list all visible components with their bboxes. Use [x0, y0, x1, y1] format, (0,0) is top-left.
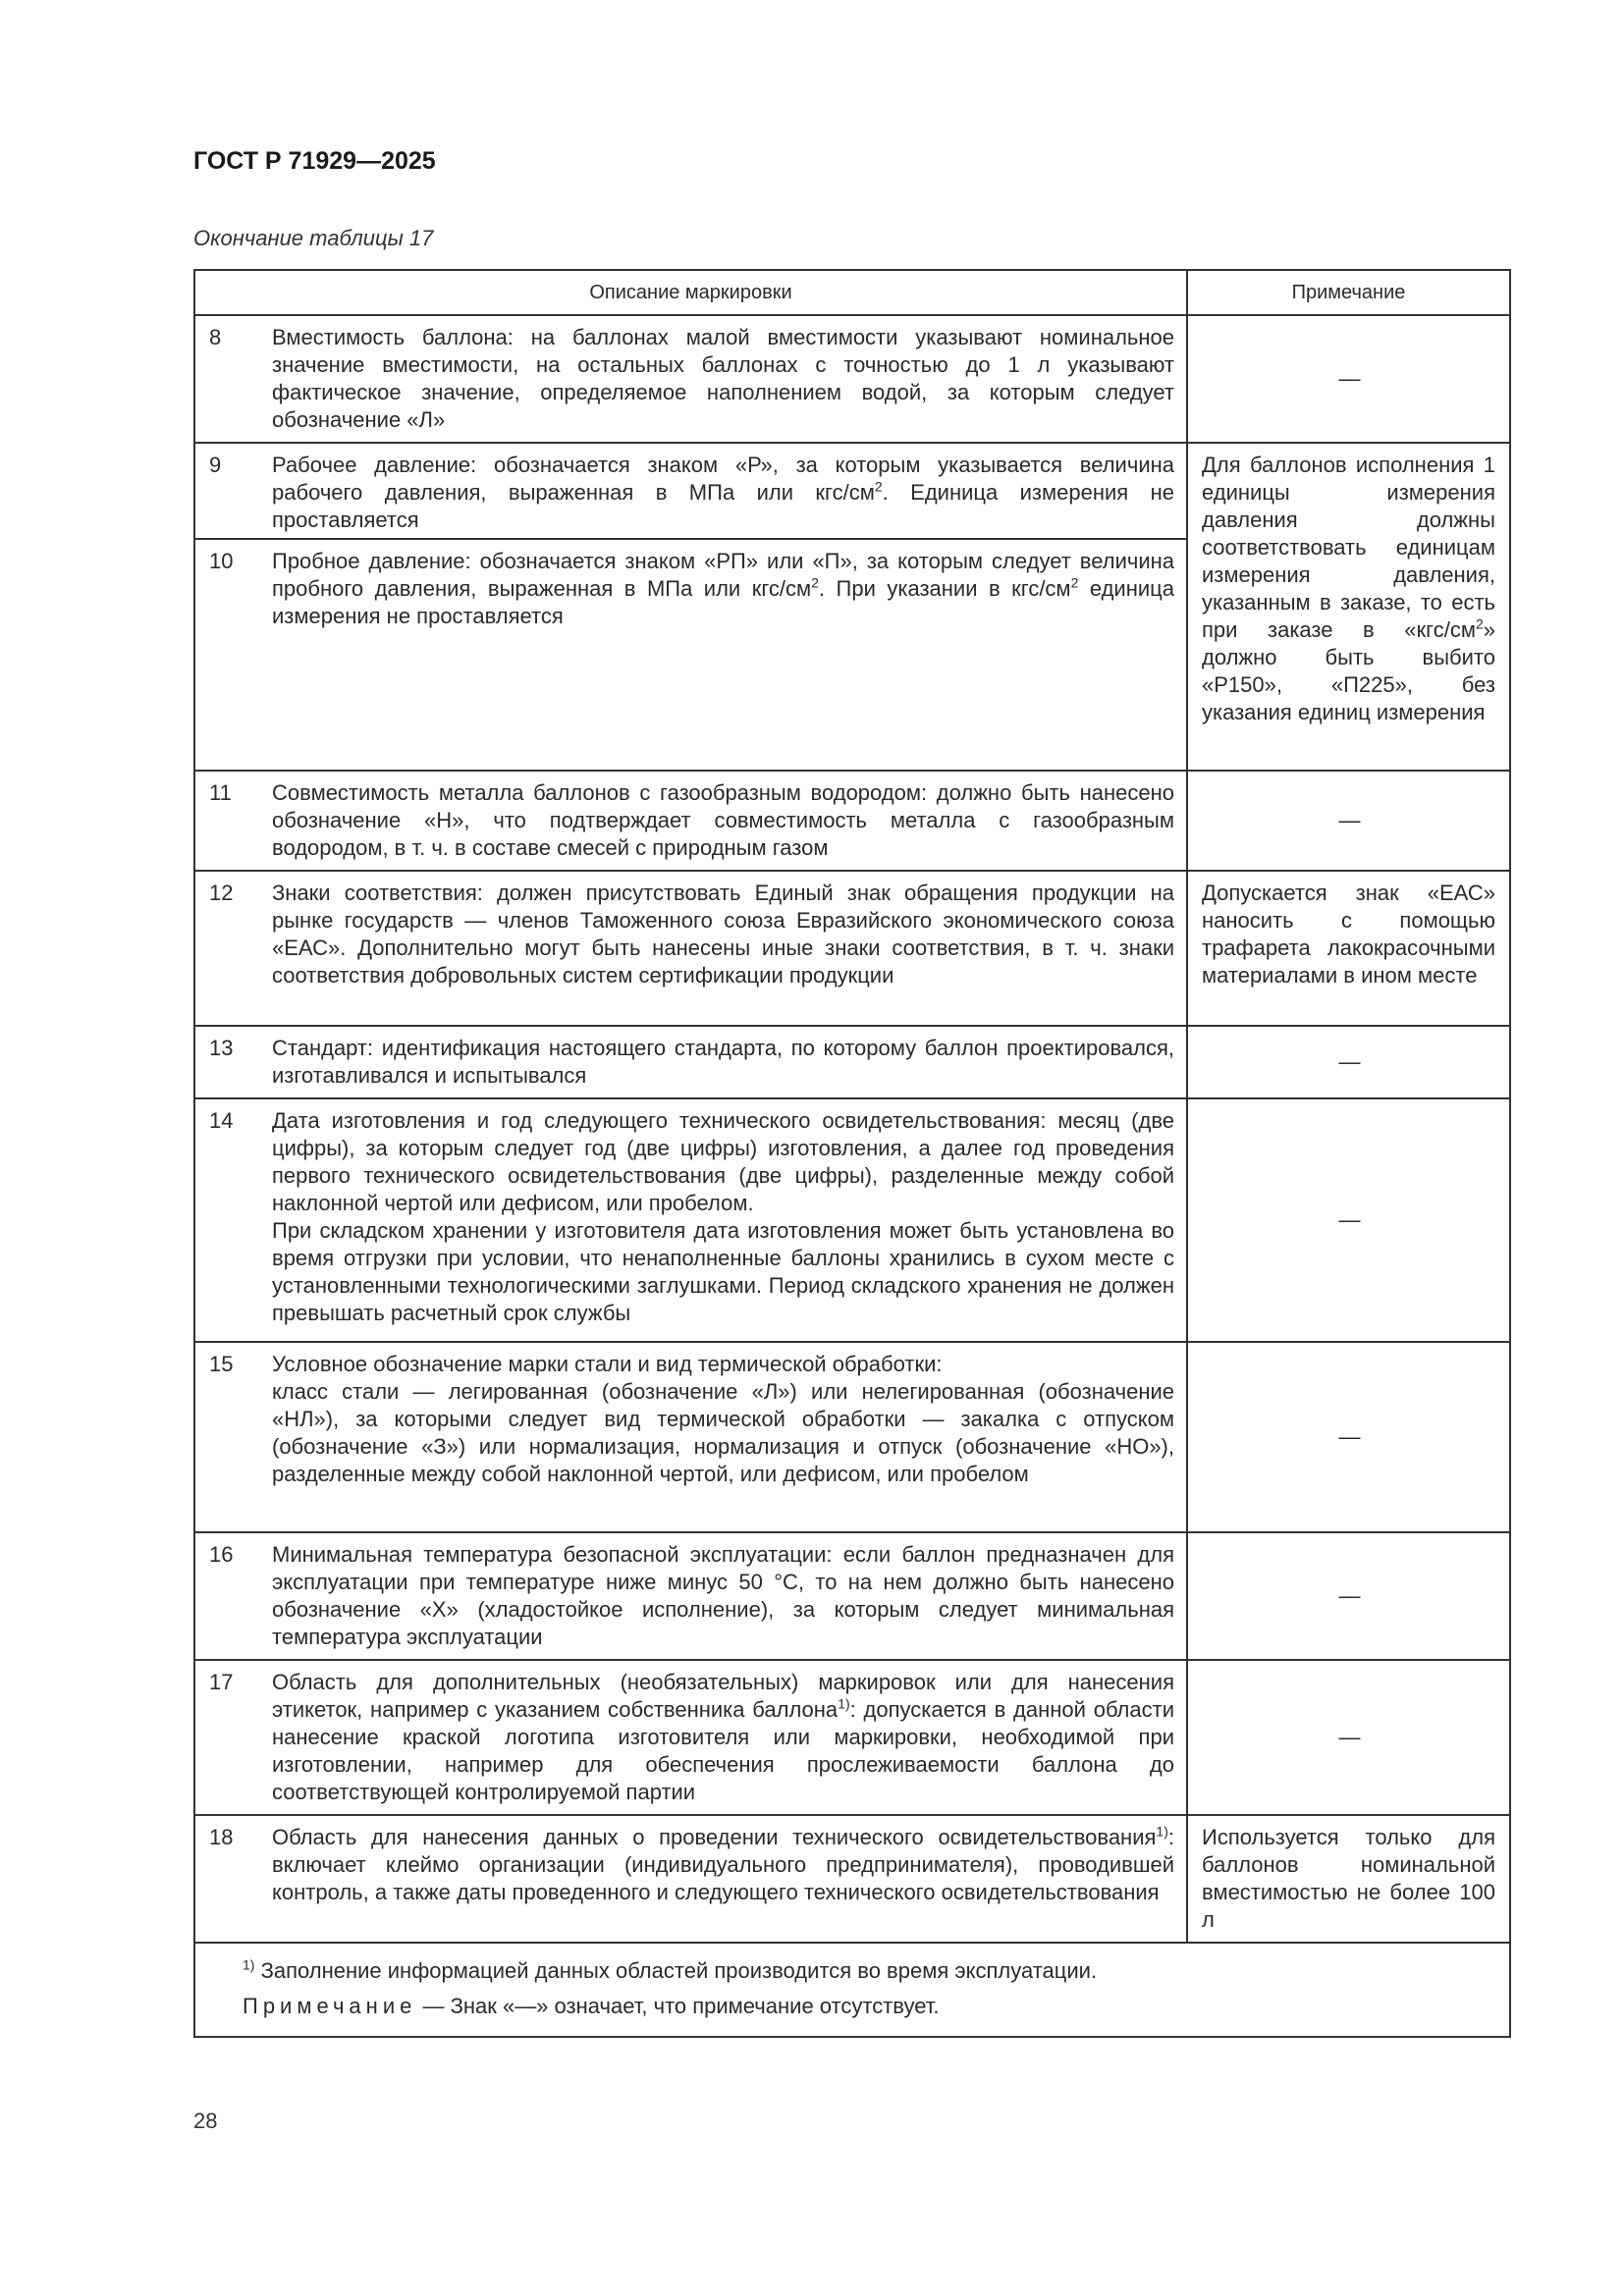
row-description: Совместимость металла баллонов с газообразным водородом: должно быть нанесено обозначение «Н», что подтверждает совместимость металла с газообразным водородом, в т. ч. в составе смесей с природным газом — [272, 780, 1174, 860]
table-footer-row — [194, 1943, 1510, 2037]
table-row — [194, 1098, 1510, 1342]
row-number: 15 — [209, 1352, 234, 1376]
table-row — [194, 1815, 1510, 1943]
row-number: 13 — [209, 1036, 234, 1060]
row-description: Минимальная температура безопасной эксплуатации: если баллон предназначен для эксплуатации при температуре ниже минус 50 °С, то на нем должно быть нанесено обозначение «Х» (хладостойкое исполнение), за которым следует минимальная температура эксплуатации — [272, 1542, 1174, 1649]
table-header-row — [194, 270, 1510, 315]
row-note: Используется только для баллонов номинальной вместимостью не более 100 л — [1187, 1815, 1510, 1943]
row-description: Условное обозначение марки стали и вид термической обработки: класс стали — легированная (обозначение «Л») или нелегированная (обозначение «НЛ»), за которыми следует вид термической обработки — закалка с отпуском (обозначение «З») или нормализация, нормализация и отпуск (обозначение «НО»), разделенные между собой наклонной чертой, или дефисом, или пробелом — [272, 1352, 1174, 1486]
row-note: — — [1187, 1026, 1510, 1098]
row-description: Стандарт: идентификация настоящего стандарта, по которому баллон проектировался, изготавливался и испытывался — [272, 1036, 1174, 1088]
table-row — [194, 771, 1510, 871]
table-row — [194, 1026, 1510, 1098]
row-note: — — [1187, 1660, 1510, 1815]
page-number: 28 — [193, 2109, 218, 2133]
row-note: — — [1187, 1098, 1510, 1342]
row-number: 11 — [209, 780, 232, 805]
row-note: — — [1187, 1342, 1510, 1532]
table-row — [194, 315, 1510, 443]
row-description: Рабочее давление: обозначается знаком «Р», за которым указывается величина рабочего давления, выраженная в МПа или кгс/$см^2$. Единица измерения не проставляется — [272, 453, 1174, 532]
footnote: $^{1)}$ Заполнение информацией данных областей производится во время эксплуатации. — [243, 1956, 1098, 1983]
row-number: 14 — [209, 1108, 234, 1133]
row-note: Для баллонов исполнения 1 единицы измерения давления должны соответствовать единицам измерения давления, указанным в заказе, то есть при заказе в «$кгс/см^2$» должно быть выбито «Р150», «П225», без указания единиц измерения — [1187, 443, 1510, 771]
table-row — [194, 1532, 1510, 1660]
table-note: Примечание — Знак «—» означает, что примечание отсутствует. — [243, 1994, 940, 2018]
table-row — [194, 443, 1510, 771]
row-note: — — [1187, 771, 1510, 871]
table-row — [194, 871, 1510, 1026]
row-note: — — [1187, 315, 1510, 443]
row-description: Пробное давление: обозначается знаком «РП» или «П», за которым следует величина пробного давления, выраженная в МПа или кгс/$см^2$. При указании в кгс/$см^2$ единица измерения не проставляется — [272, 549, 1174, 628]
row-number: 8 — [209, 325, 222, 349]
table-row — [194, 1342, 1510, 1532]
row-note: — — [1187, 1532, 1510, 1660]
row-number: 17 — [209, 1670, 234, 1694]
row-number: 18 — [209, 1825, 234, 1849]
table-caption: Окончание таблицы 17 — [193, 226, 434, 250]
column-header-description: Описание маркировки — [194, 270, 1187, 315]
row-description: Знаки соответствия: должен присутствовать Единый знак обращения продукции на рынке государств — членов Таможенного союза Евразийского экономического союза «ЕАС». Дополнительно могут быть нанесены иные знаки соответствия, в т. ч. знаки соответствия добровольных систем сертификации продукции — [272, 881, 1174, 988]
row-number: 16 — [209, 1542, 234, 1567]
row-number: 9 — [209, 453, 222, 477]
row-description: Область для дополнительных (необязательных) маркировок или для нанесения этикеток, например с указанием собственника баллона$^{1)}$: допускается в данной области нанесение краской логотипа изготовителя или маркировки, необходимой при изготовлении, например для обеспечения прослеживаемости баллона до соответствующей контролируемой партии — [272, 1670, 1174, 1804]
column-header-note: Примечание — [1187, 270, 1510, 315]
row-description: Вместимость баллона: на баллонах малой вместимости указывают номинальное значение вместимости, на остальных баллонах с точностью до 1 л указывают фактическое значение, определяемое наполнением водой, за которым следует обозначение «Л» — [272, 325, 1174, 432]
row-description: Дата изготовления и год следующего технического освидетельствования: месяц (две цифры), за которым следует год (две цифры) изготовления, а далее год проведения первого технического освидетельствования (две цифры), разделенные между собой наклонной чертой или дефисом, или пробелом. При складском хранении у изготовителя дата изготовления может быть установлена во время отгрузки при условии, что ненаполненные баллоны хранились в сухом месте с установленными технологическими заглушками. Период складского хранения не должен превышать расчетный срок службы — [272, 1108, 1174, 1325]
document-header: ГОСТ Р 71929—2025 — [193, 147, 436, 175]
row-number: 10 — [209, 549, 234, 573]
table-footnotes — [194, 1943, 1510, 2037]
marking-table — [193, 269, 1511, 2038]
row-number: 12 — [209, 881, 234, 905]
table-row — [194, 1660, 1510, 1815]
row-description: Область для нанесения данных о проведении технического освидетельствования$^{1)}$: включает клеймо организации (индивидуального предпринимателя), проводившей контроль, а также даты проведенного и следующего технического освидетельствования — [272, 1823, 1174, 1904]
row-note: Допускается знак «ЕАС» наносить с помощью трафарета лакокрасочными материалами в ином месте — [1187, 871, 1510, 1026]
